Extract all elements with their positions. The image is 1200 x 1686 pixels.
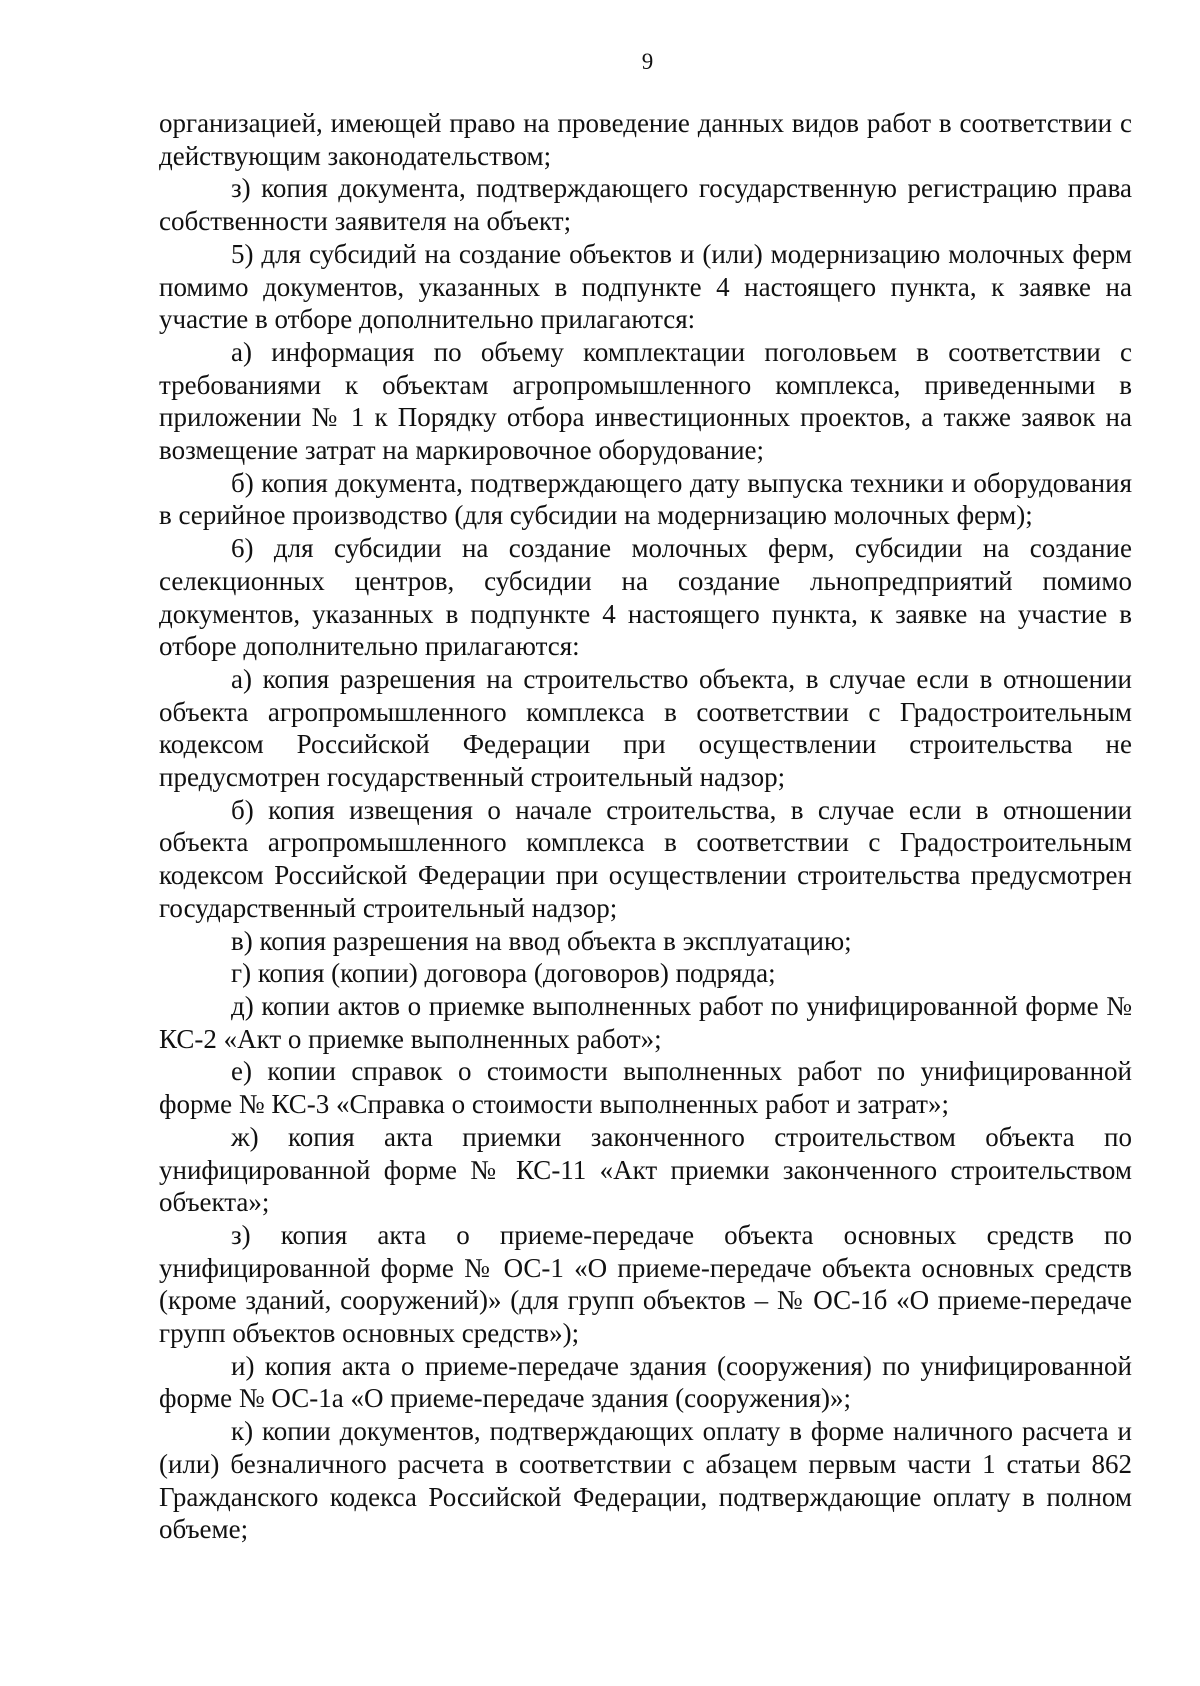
paragraph: е) копии справок о стоимости выполненных работ по унифицированной форме № КС-3 «Справка о стоимости выполненных работ и затрат»; [159,1056,1132,1120]
paragraph: б) копия документа, подтверждающего дату выпуска техники и оборудования в серийное производство (для субсидии на модернизацию молочных ферм); [159,467,1132,531]
paragraph: з) копия документа, подтверждающего государственную регистрацию права собственности заявителя на объект; [159,173,1132,237]
paragraph: ж) копия акта приемки законченного строительством объекта по унифицированной форме № КС-11 «Акт приемки законченного строительством объекта»; [159,1121,1132,1218]
paragraph: з) копия акта о приеме-передаче объекта основных средств по унифицированной форме № ОС-1 «О приеме-передаче объекта основных средств (кроме зданий, сооружений)» (для групп объектов – № ОС-1б «О приеме-передаче групп объектов основных средств»); [159,1219,1132,1349]
paragraph: а) копия разрешения на строительство объекта, в случае если в отношении объекта агропромышленного комплекса в соответствии с Градостроительным кодексом Российской Федерации при осуществлении строительства не предусмотрен государственный строительный надзор; [159,663,1132,793]
paragraph: 6) для субсидии на создание молочных ферм, субсидии на создание селекционных центров, субсидии на создание льнопредприятий помимо документов, указанных в подпункте 4 настоящего пункта, к заявке на участие в отборе дополнительно прилагаются: [159,533,1132,662]
paragraph: а) информация по объему комплектации поголовьем в соответствии с требованиями к объектам агропромышленного комплекса, приведенными в приложении № 1 к Порядку отбора инвестиционных проектов, а также заявок на возмещение затрат на маркировочное оборудование; [159,336,1132,466]
paragraph: к) копии документов, подтверждающих оплату в форме наличного расчета и (или) безналичного расчета в соответствии с абзацем первым части 1 статьи 862 Гражданского кодекса Российской Федерации, подтверждающие оплату в полном объеме; [159,1416,1132,1545]
paragraph: б) копия извещения о начале строительства, в случае если в отношении объекта агропромышленного комплекса в соответствии с Градостроительным кодексом Российской Федерации при осуществлении строительства предусмотрен государственный строительный надзор; [159,794,1132,923]
paragraph: г) копия (копии) договора (договоров) подряда; [231,958,776,989]
paragraph: д) копии актов о приемке выполненных работ по унифицированной форме № КС-2 «Акт о приемке выполненных работ»; [159,990,1132,1054]
paragraph: и) копия акта о приеме-передаче здания (сооружения) по унифицированной форме № ОС-1а «О приеме-передаче здания (сооружения)»; [159,1350,1132,1414]
page-number: 9 [641,49,654,74]
paragraph: организацией, имеющей право на проведение данных видов работ в соответствии с действующим законодательством; [159,108,1132,171]
document-body [159,107,1132,1546]
paragraph: в) копия разрешения на ввод объекта в эксплуатацию; [231,925,852,956]
paragraph: 5) для субсидий на создание объектов и (или) модернизацию молочных ферм помимо документов, указанных в подпункте 4 настоящего пункта, к заявке на участие в отборе дополнительно прилагаются: [159,238,1132,335]
